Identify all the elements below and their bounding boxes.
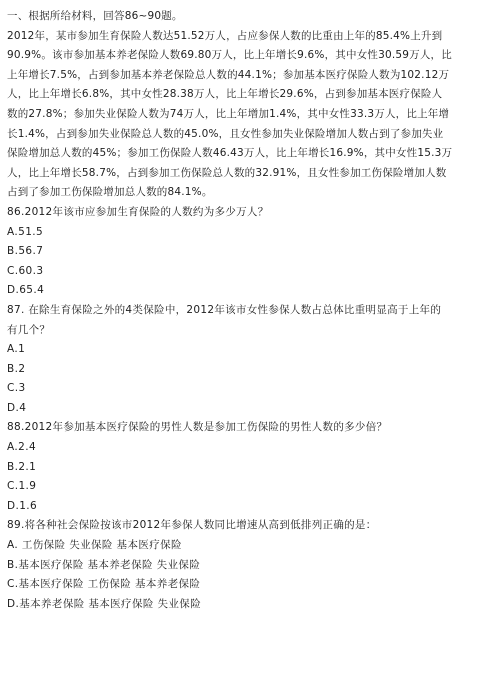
- question-89: [7, 516, 485, 614]
- answer-option-c: C.基本医疗保险 工伤保险 基本养老保险: [7, 578, 201, 591]
- answer-option-d: D.4: [7, 401, 27, 414]
- answer-option-d: D.1.6: [7, 499, 38, 512]
- answer-option-c: C.60.3: [7, 264, 44, 277]
- answer-option-b: B.基本医疗保险 基本养老保险 失业保险: [7, 558, 201, 571]
- material-line: 数的27.8%；参加失业保险人数为74万人，比上年增加1.4%，其中女性33.3万人，比上年增: [7, 107, 450, 120]
- answer-option-a: A.51.5: [7, 225, 44, 238]
- question-stem: 86.2012年该市应参加生育保险的人数约为多少万人？: [7, 205, 269, 218]
- answer-option-a: A.1: [7, 343, 26, 356]
- answer-option-a: A.2.4: [7, 441, 37, 454]
- material-line: 上年增长7.5%，占到参加基本养老保险总人数的44.1%；参加基本医疗保险人数为102.12万: [7, 68, 450, 81]
- answer-option-b: B.2: [7, 362, 26, 375]
- section-intro: 一、根据所给材料，回答86~90题。: [7, 10, 183, 22]
- material-line: 占到了参加工伤保险增加总人数的84.1%。: [7, 186, 213, 199]
- answer-option-b: B.56.7: [7, 245, 44, 258]
- material-line: 90.9%。该市参加基本养老保险人数69.80万人，比上年增长9.6%，其中女性30.59万人，比: [7, 49, 452, 62]
- material-passage: [7, 27, 485, 203]
- question-stem: 87. 在除生育保险之外的4类保险中，2012年该市女性参保人数占总体比重明显高于上年的: [7, 303, 442, 316]
- question-stem: 89.将各种社会保险按该市2012年参保人数同比增速从高到低排列正确的是：: [7, 519, 377, 532]
- question-stem: 88.2012年参加基本医疗保险的男性人数是参加工伤保险的男性人数的多少倍？: [7, 421, 388, 434]
- answer-option-d: D.65.4: [7, 284, 45, 297]
- answer-option-a: A. 工伤保险 失业保险 基本医疗保险: [7, 539, 182, 552]
- question-88: [7, 418, 485, 516]
- question-87: [7, 301, 485, 419]
- answer-option-d: D.基本养老保险 基本医疗保险 失业保险: [7, 597, 202, 610]
- material-line: 人，比上年增长58.7%，占到参加工伤保险总人数的32.91%，且女性参加工伤保险增加人数: [7, 166, 447, 179]
- answer-option-b: B.2.1: [7, 460, 37, 473]
- material-line: 人，比上年增长6.8%，其中女性28.38万人，比上年增长29.6%，占到参加基本医疗保险人: [7, 88, 443, 101]
- material-line: 长1.4%，占到参加失业保险总人数的45.0%，且女性参加失业保险增加人数占到了参加失业: [7, 127, 444, 140]
- question-86: [7, 203, 485, 301]
- question-stem-continued: 有几个？: [7, 323, 51, 336]
- answer-option-c: C.3: [7, 382, 26, 395]
- material-line: 保险增加总人数的45%；参加工伤保险人数46.43万人，比上年增长16.9%，其中女性15.3万: [7, 147, 453, 160]
- answer-option-c: C.1.9: [7, 480, 37, 493]
- material-line: 2012年，某市参加生育保险人数达51.52万人，占应参保人数的比重由上年的85.4%上升到: [7, 29, 443, 42]
